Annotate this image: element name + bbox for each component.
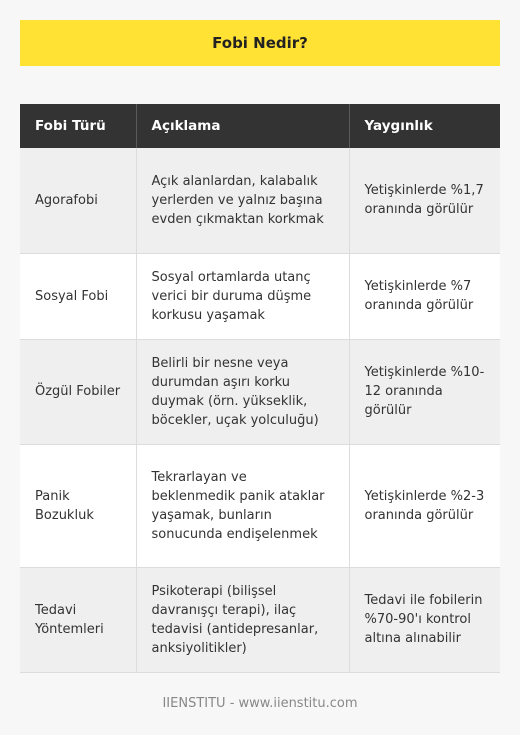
table-header-row — [20, 104, 500, 148]
page-title: Fobi Nedir? — [20, 20, 500, 66]
cell-description: Belirli bir nesne veya durumdan aşırı korku duymak (örn. yükseklik, böcekler, uçak yolculuğu) — [136, 339, 349, 444]
column-header-prevalence: Yaygınlık — [349, 104, 500, 148]
cell-type: Panik Bozukluk — [20, 444, 136, 567]
cell-type: Özgül Fobiler — [20, 339, 136, 444]
cell-prevalence: Yetişkinlerde %10-12 oranında görülür — [349, 339, 500, 444]
table-row — [20, 567, 500, 672]
cell-type: Sosyal Fobi — [20, 253, 136, 339]
cell-prevalence: Yetişkinlerde %2-3 oranında görülür — [349, 444, 500, 567]
footer-credit: IIENSTITU - www.iienstitu.com — [162, 696, 358, 711]
table-row — [20, 253, 500, 339]
column-header-type: Fobi Türü — [20, 104, 136, 148]
column-header-description: Açıklama — [136, 104, 349, 148]
cell-prevalence: Yetişkinlerde %1,7 oranında görülür — [349, 148, 500, 253]
cell-description: Tekrarlayan ve beklenmedik panik ataklar yaşamak, bunların sonucunda endişelenmek — [136, 444, 349, 567]
table-row — [20, 339, 500, 444]
cell-prevalence: Tedavi ile fobilerin %70-90'ı kontrol altına alınabilir — [349, 567, 500, 672]
table-row — [20, 148, 500, 253]
cell-description: Sosyal ortamlarda utanç verici bir duruma düşme korkusu yaşamak — [136, 253, 349, 339]
cell-type: Tedavi Yöntemleri — [20, 567, 136, 672]
cell-description: Psikoterapi (bilişsel davranışçı terapi), ilaç tedavisi (antidepresanlar, anksiyolitikler) — [136, 567, 349, 672]
table-row — [20, 444, 500, 567]
phobia-table — [20, 104, 500, 673]
cell-type: Agorafobi — [20, 148, 136, 253]
cell-prevalence: Yetişkinlerde %7 oranında görülür — [349, 253, 500, 339]
cell-description: Açık alanlardan, kalabalık yerlerden ve yalnız başına evden çıkmaktan korkmak — [136, 148, 349, 253]
